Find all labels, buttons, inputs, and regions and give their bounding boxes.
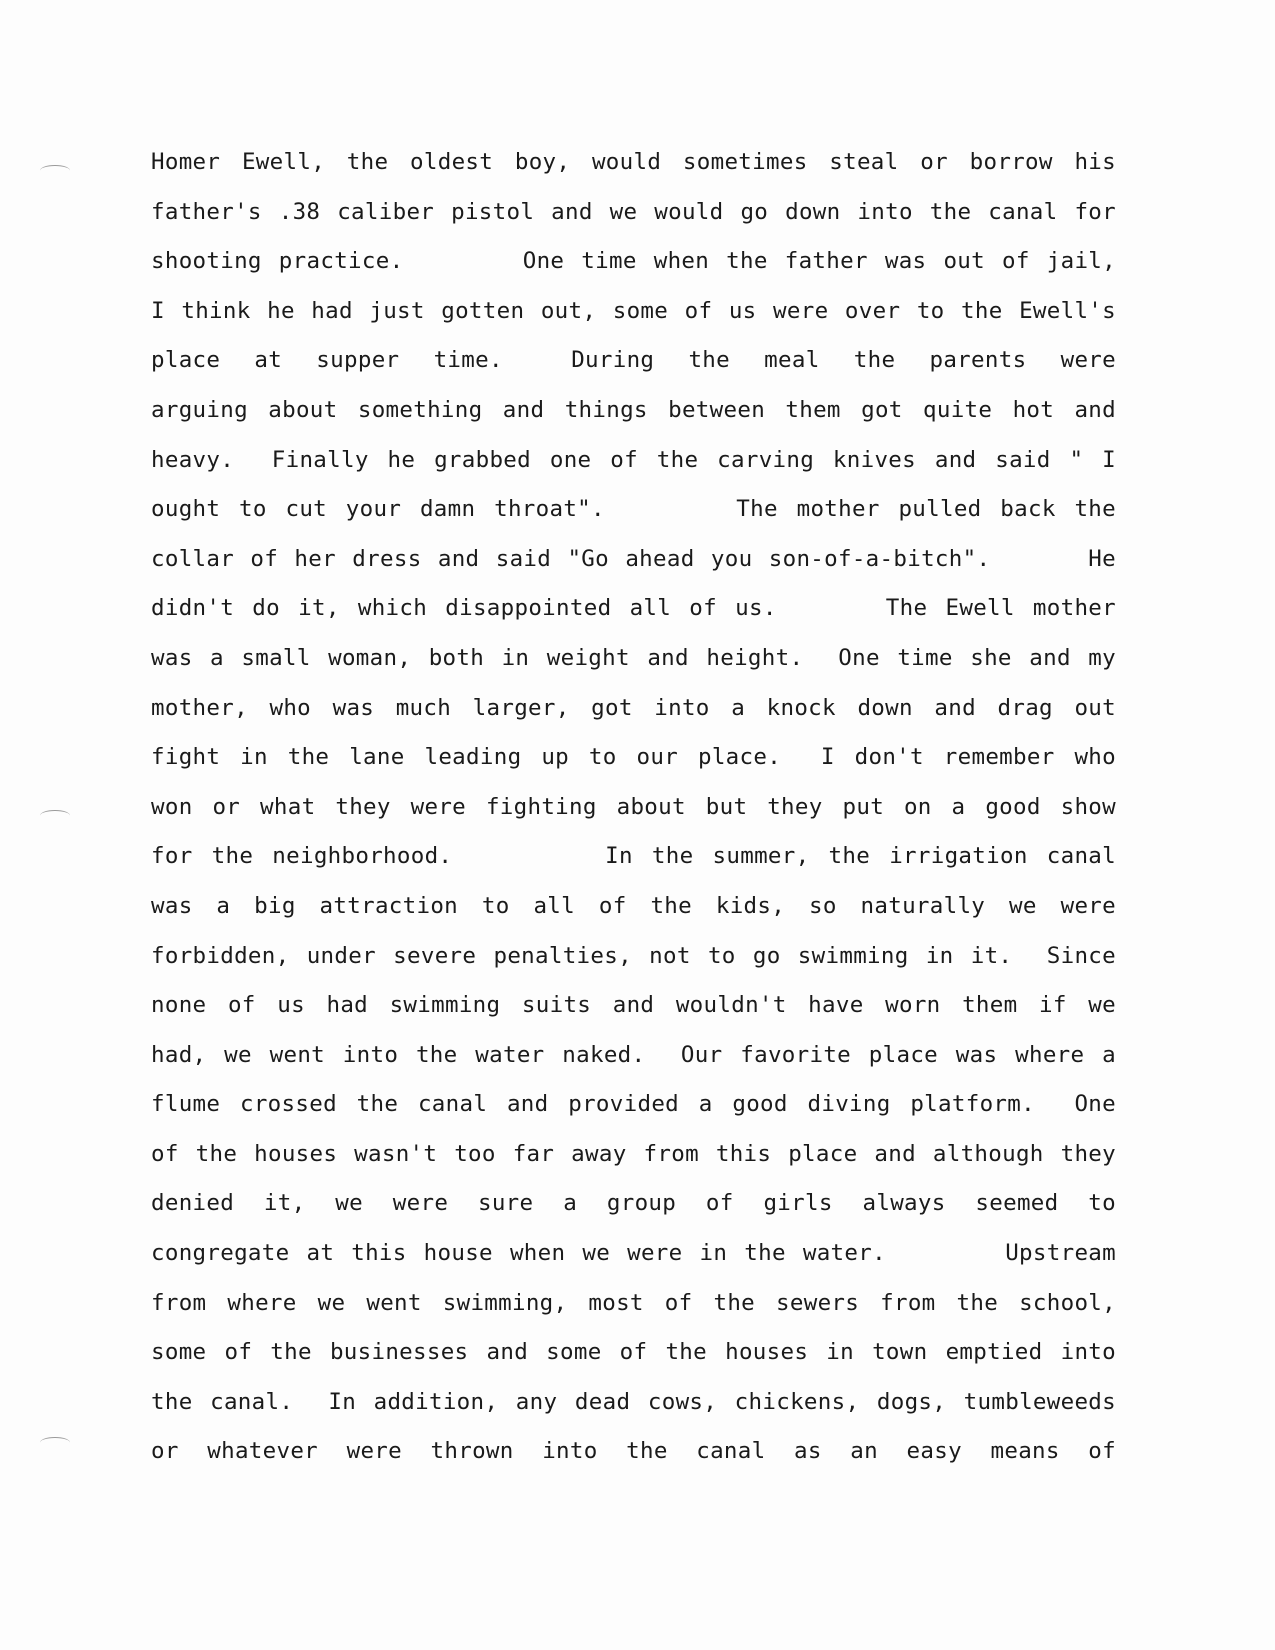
binder-hole-mark: [40, 810, 70, 821]
text-line: was a big attraction to all of the kids, so naturally we were: [151, 892, 1116, 919]
text-line: ought to cut your damn throat". The mother pulled back the: [151, 496, 1116, 523]
text-line: was a small woman, both in weight and height. One time she and my: [151, 644, 1116, 671]
text-line: denied it, we were sure a group of girls always seemed to: [151, 1190, 1116, 1217]
text-line: shooting practice. One time when the father was out of jail,: [151, 248, 1116, 275]
text-line: heavy. Finally he grabbed one of the carving knives and said " I: [151, 446, 1116, 473]
text-line: forbidden, under severe penalties, not to go swimming in it. Since: [151, 942, 1116, 969]
binder-hole-mark: [40, 165, 70, 176]
text-line: the canal. In addition, any dead cows, chickens, dogs, tumbleweeds: [151, 1388, 1116, 1415]
text-line: none of us had swimming suits and wouldn't have worn them if we: [151, 992, 1116, 1019]
text-line: won or what they were fighting about but they put on a good show: [151, 793, 1116, 820]
text-line: I think he had just gotten out, some of us were over to the Ewell's: [151, 297, 1116, 324]
text-line: for the neighborhood. In the summer, the irrigation canal: [151, 843, 1116, 870]
text-line: or whatever were thrown into the canal as an easy means of: [151, 1438, 1116, 1465]
text-line: fight in the lane leading up to our place. I don't remember who: [151, 744, 1116, 771]
text-line: collar of her dress and said "Go ahead you son-of-a-bitch". He: [151, 545, 1116, 572]
text-line: mother, who was much larger, got into a knock down and drag out: [151, 694, 1116, 721]
text-line: Homer Ewell, the oldest boy, would sometimes steal or borrow his: [151, 149, 1116, 175]
text-line: congregate at this house when we were in the water. Upstream: [151, 1240, 1116, 1267]
text-line: from where we went swimming, most of the sewers from the school,: [151, 1289, 1116, 1316]
text-line: had, we went into the water naked. Our favorite place was where a: [151, 1041, 1116, 1068]
body-text: [151, 138, 1116, 1477]
text-line: some of the businesses and some of the houses in town emptied into: [151, 1339, 1116, 1366]
text-line: of the houses wasn't too far away from this place and although they: [151, 1140, 1116, 1167]
text-line: father's .38 caliber pistol and we would go down into the canal for: [151, 198, 1116, 225]
text-line: didn't do it, which disappointed all of us. The Ewell mother: [151, 595, 1116, 622]
binder-hole-mark: [40, 1437, 70, 1448]
text-line: flume crossed the canal and provided a good diving platform. One: [151, 1091, 1116, 1118]
text-line: arguing about something and things between them got quite hot and: [151, 396, 1116, 423]
text-line: place at supper time. During the meal the parents were: [151, 347, 1116, 374]
